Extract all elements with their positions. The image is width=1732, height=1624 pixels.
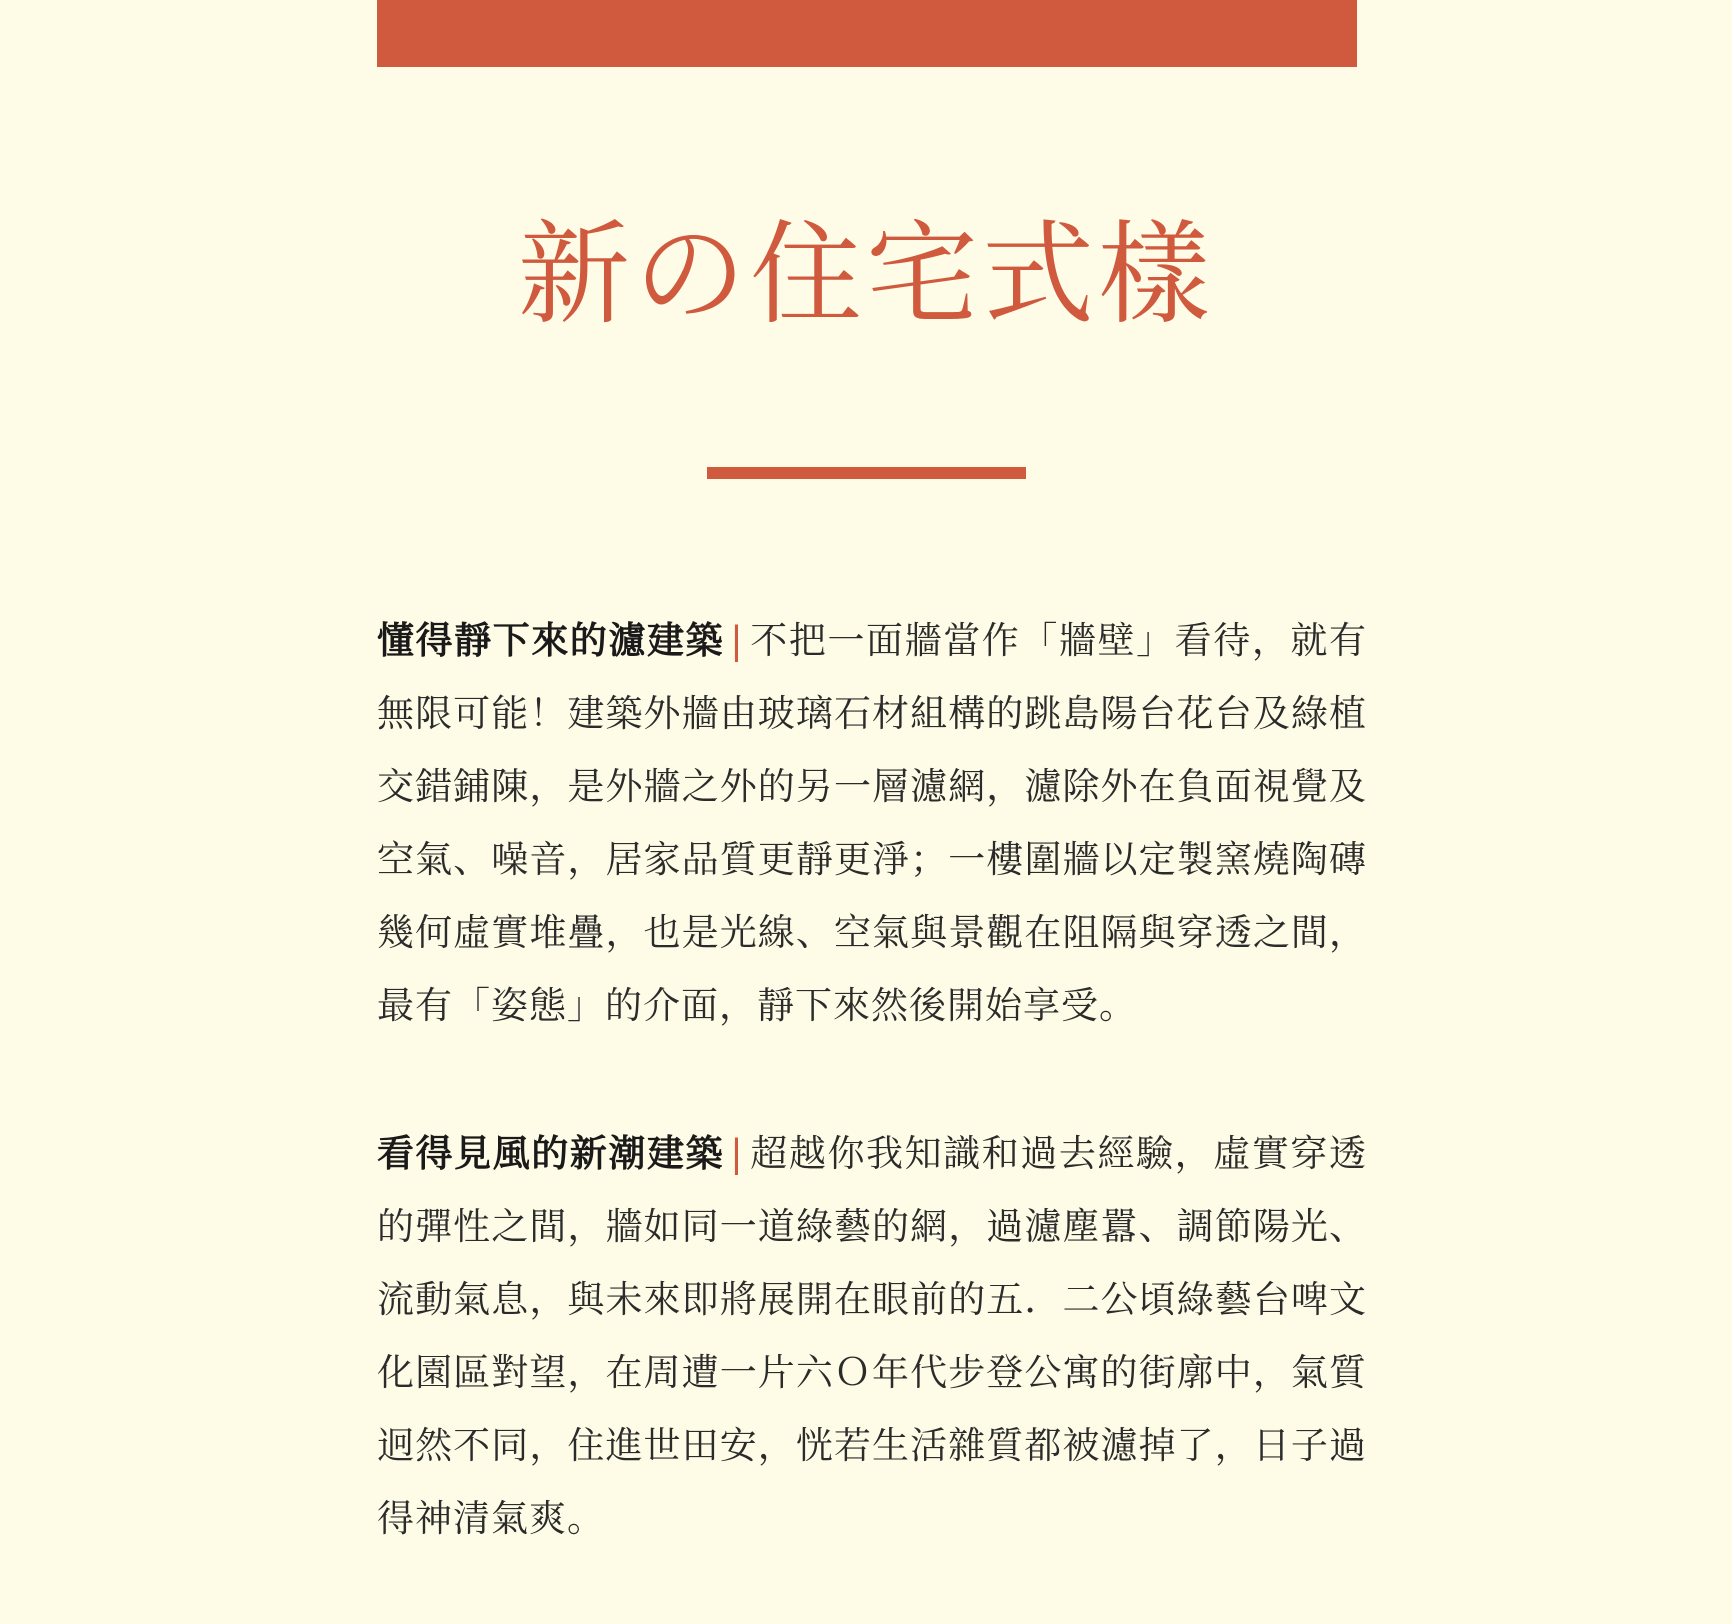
separator-bar: | [730, 1132, 744, 1175]
top-accent-bar [377, 0, 1357, 67]
paragraph-filter-architecture [377, 604, 1367, 1042]
paragraph-wind-architecture [377, 1117, 1367, 1555]
paragraph-body: 不把一面牆當作「牆壁」看待，就有無限可能！建築外牆由玻璃石材組構的跳島陽台花台及綠植交錯鋪陳，是外牆之外的另一層濾網，濾除外在負面視覺及空氣、噪音，居家品質更靜更淨；一樓圍牆以定製窯燒陶磚幾何虛實堆疊，也是光線、空氣與景觀在阻隔與穿透之間，最有「姿態」的介面，靜下來然後開始享受。 [377, 619, 1368, 1027]
separator-bar: | [730, 619, 744, 662]
page-title: 新の住宅式樣 [518, 210, 1214, 340]
paragraph-body: 超越你我知識和過去經驗，虛實穿透的彈性之間，牆如同一道綠藝的網，過濾塵囂、調節陽光、流動氣息，與未來即將展開在眼前的五．二公頃綠藝台啤文化園區對望，在周遭一片六Ｏ年代步登公寓的街廓中，氣質迥然不同，住進世田安，恍若生活雜質都被濾掉了，日子過得神清氣爽。 [377, 1132, 1368, 1540]
title-divider [707, 467, 1026, 479]
paragraph-lead: 看得見風的新潮建築 [377, 1132, 725, 1175]
paragraph-lead: 懂得靜下來的濾建築 [377, 619, 725, 662]
